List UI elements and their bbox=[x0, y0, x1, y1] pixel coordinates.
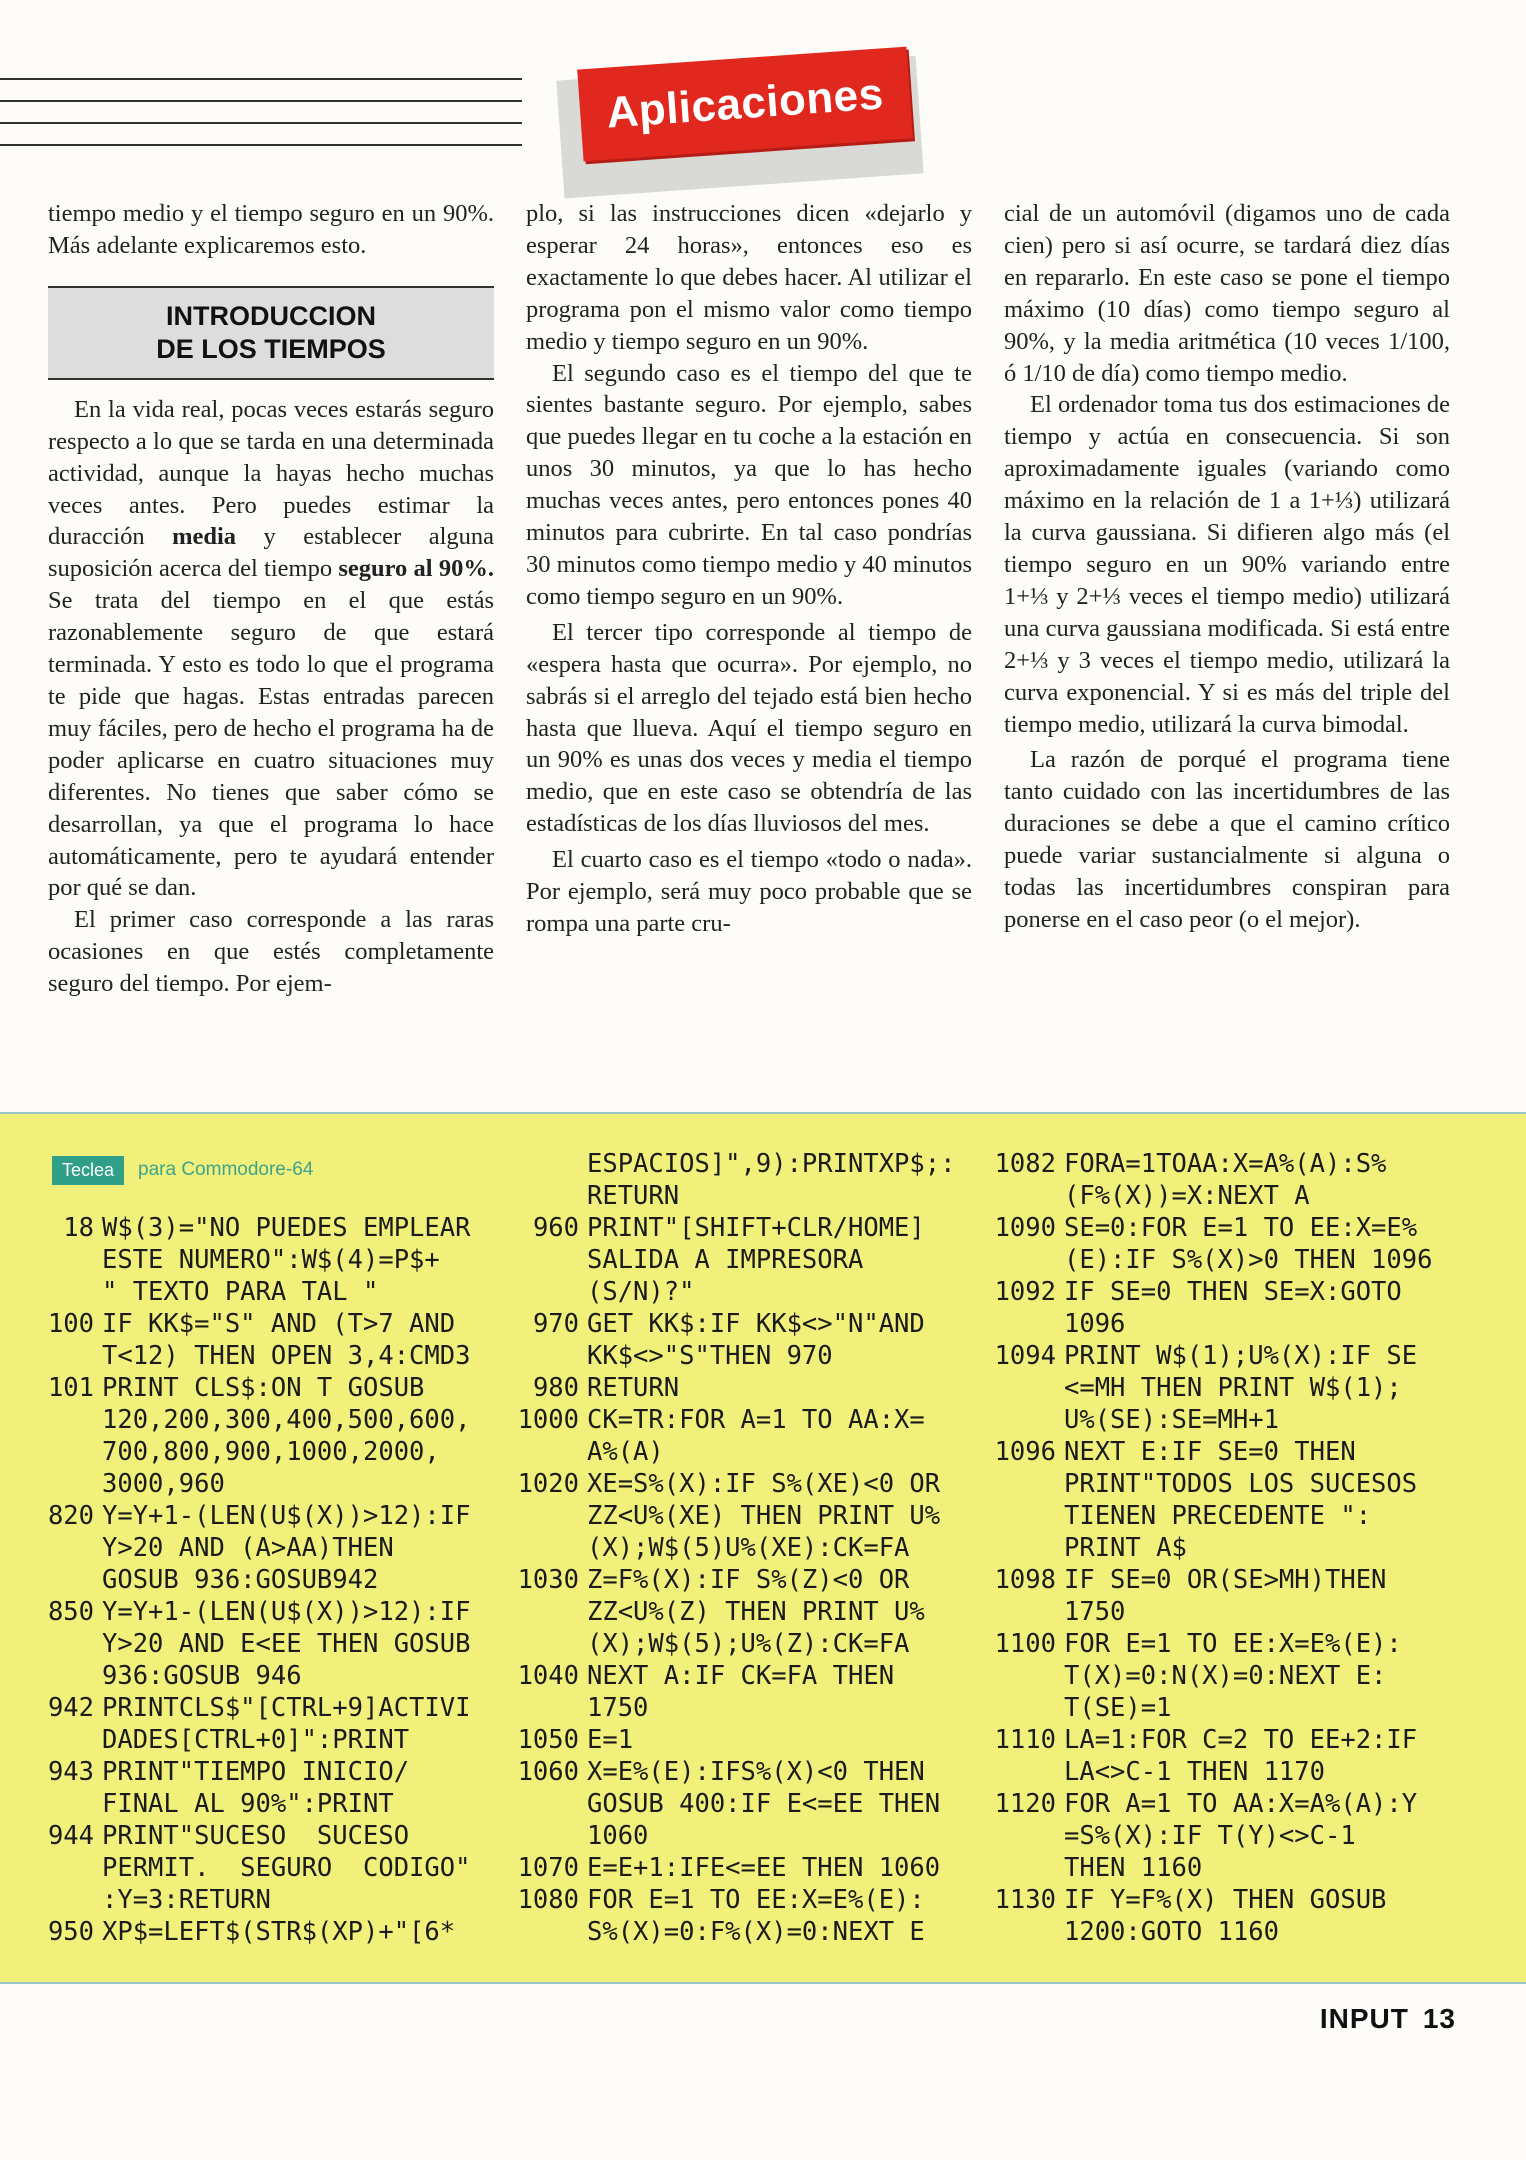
code-caption bbox=[52, 1154, 313, 1186]
code-text: PRINT"SUCESO SUCESO bbox=[102, 1821, 410, 1851]
code-text: FORA=1TOAA:X=A%(A):S% bbox=[1064, 1149, 1387, 1179]
line-number: 1098 bbox=[994, 1565, 1056, 1595]
line-number bbox=[982, 1180, 1064, 1212]
line-number: 1030 bbox=[517, 1565, 579, 1595]
paragraph: El tercer tipo corresponde al tiempo de «espera hasta que ocurra». Por ejemplo, no sabrás si el arreglo del tejado está bien hecho hasta que llueva. Aquí el tiempo seguro en un 90% es unas dos veces y media el tiempo medio, que en este caso se obtendría de las estadísticas de los días lluviosos del mes. bbox=[526, 618, 972, 838]
code-text: 1060 bbox=[587, 1821, 649, 1851]
code-text: 1750 bbox=[1064, 1597, 1126, 1627]
code-text: PERMIT. SEGURO CODIGO" bbox=[102, 1853, 471, 1883]
code-line bbox=[982, 1884, 1432, 1916]
code-line bbox=[505, 1756, 955, 1788]
code-line bbox=[20, 1276, 470, 1308]
code-text: (F%(X))=X:NEXT A bbox=[1064, 1181, 1310, 1211]
line-number: 980 bbox=[532, 1373, 579, 1403]
code-line bbox=[982, 1148, 1432, 1180]
code-text: NEXT E:IF SE=0 THEN bbox=[1064, 1437, 1356, 1467]
code-line bbox=[982, 1596, 1432, 1628]
line-number bbox=[982, 1372, 1064, 1404]
code-text: S%(X)=0:F%(X)=0:NEXT E bbox=[587, 1917, 925, 1947]
code-line bbox=[982, 1692, 1432, 1724]
code-column-3 bbox=[982, 1148, 1432, 1948]
code-text: THEN 1160 bbox=[1064, 1853, 1203, 1883]
line-number: 944 bbox=[47, 1821, 94, 1851]
text-span: y establecer alguna suposición acerca del tiempo bbox=[48, 523, 494, 583]
code-text: IF SE=0 THEN SE=X:GOTO bbox=[1064, 1277, 1402, 1307]
line-number bbox=[505, 1532, 587, 1564]
line-number: 1050 bbox=[517, 1725, 579, 1755]
code-text: SE=0:FOR E=1 TO EE:X=E% bbox=[1064, 1213, 1418, 1243]
line-number bbox=[982, 1404, 1064, 1436]
code-line bbox=[20, 1884, 470, 1916]
code-line bbox=[982, 1244, 1432, 1276]
code-line bbox=[20, 1404, 470, 1436]
line-number bbox=[20, 1276, 102, 1308]
code-line bbox=[982, 1180, 1432, 1212]
subheading-line-2: DE LOS TIEMPOS bbox=[156, 333, 386, 364]
page-number: 13 bbox=[1422, 2003, 1456, 2034]
code-line bbox=[982, 1788, 1432, 1820]
text-column-1 bbox=[48, 198, 494, 1000]
code-text: PRINT"TODOS LOS SUCESOS bbox=[1064, 1469, 1418, 1499]
code-text: IF SE=0 OR(SE>MH)THEN bbox=[1064, 1565, 1387, 1595]
code-line bbox=[20, 1244, 470, 1276]
line-number bbox=[982, 1308, 1064, 1340]
code-line bbox=[20, 1340, 470, 1372]
code-column-2 bbox=[505, 1148, 955, 1948]
line-number bbox=[505, 1692, 587, 1724]
line-number bbox=[20, 1564, 102, 1596]
code-line bbox=[20, 1916, 470, 1948]
code-text: <=MH THEN PRINT W$(1); bbox=[1064, 1373, 1402, 1403]
code-text: Y>20 AND (A>AA)THEN bbox=[102, 1533, 394, 1563]
line-number bbox=[20, 1404, 102, 1436]
code-text: Z=F%(X):IF S%(Z)<0 OR bbox=[587, 1565, 910, 1595]
code-text: DADES[CTRL+0]":PRINT bbox=[102, 1725, 410, 1755]
line-number bbox=[982, 1756, 1064, 1788]
code-line bbox=[505, 1916, 955, 1948]
code-line bbox=[982, 1756, 1432, 1788]
line-number bbox=[20, 1884, 102, 1916]
code-text: FOR E=1 TO EE:X=E%(E): bbox=[1064, 1629, 1402, 1659]
code-column-1 bbox=[20, 1212, 470, 1948]
code-text: ZZ<U%(Z) THEN PRINT U% bbox=[587, 1597, 925, 1627]
code-text: 1200:GOTO 1160 bbox=[1064, 1917, 1279, 1947]
line-number bbox=[20, 1340, 102, 1372]
line-number: 1120 bbox=[994, 1789, 1056, 1819]
code-line bbox=[20, 1660, 470, 1692]
code-text: 936:GOSUB 946 bbox=[102, 1661, 302, 1691]
line-number bbox=[505, 1500, 587, 1532]
code-text: PRINT A$ bbox=[1064, 1533, 1187, 1563]
page-footer bbox=[1320, 2003, 1456, 2035]
platform-label: para Commodore-64 bbox=[138, 1159, 314, 1180]
code-text: 700,800,900,1000,2000, bbox=[102, 1437, 440, 1467]
code-line bbox=[505, 1340, 955, 1372]
code-text: W$(3)="NO PUEDES EMPLEAR bbox=[102, 1213, 471, 1243]
code-line bbox=[20, 1212, 470, 1244]
line-number: 942 bbox=[47, 1693, 94, 1723]
line-number bbox=[505, 1148, 587, 1180]
line-number bbox=[982, 1916, 1064, 1948]
code-line bbox=[20, 1820, 470, 1852]
line-number bbox=[505, 1596, 587, 1628]
code-line bbox=[982, 1372, 1432, 1404]
code-line bbox=[505, 1532, 955, 1564]
code-line bbox=[505, 1404, 955, 1436]
code-line bbox=[505, 1276, 955, 1308]
text-column-3 bbox=[1004, 198, 1450, 936]
code-text: T<12) THEN OPEN 3,4:CMD3 bbox=[102, 1341, 471, 1371]
line-number: 1082 bbox=[994, 1149, 1056, 1179]
code-line bbox=[982, 1660, 1432, 1692]
line-number bbox=[20, 1436, 102, 1468]
line-number: 820 bbox=[47, 1501, 94, 1531]
code-line bbox=[505, 1308, 955, 1340]
line-number bbox=[505, 1436, 587, 1468]
text-span: Se trata del tiempo en el que estás razonablemente seguro de que estará terminada. Y esto es todo lo que el programa te pide que hagas. Estas entradas parecen muy fáciles, pero de hecho el programa ha de poder aplicarse en cuatro situaciones muy diferentes. No tienes que saber cómo se desarrollan, ya que el programa lo hace automáticamente, pero te ayudará entender por qué se dan. bbox=[48, 587, 494, 902]
code-text: IF Y=F%(X) THEN GOSUB bbox=[1064, 1885, 1387, 1915]
paragraph: El primer caso corresponde a las raras ocasiones en que estés completamente seguro del tiempo. Por ejem- bbox=[48, 906, 494, 998]
code-line bbox=[20, 1532, 470, 1564]
code-line bbox=[982, 1212, 1432, 1244]
code-text: LA<>C-1 THEN 1170 bbox=[1064, 1757, 1325, 1787]
line-number bbox=[20, 1468, 102, 1500]
line-number bbox=[982, 1532, 1064, 1564]
code-text: (S/N)?" bbox=[587, 1277, 695, 1307]
code-line bbox=[505, 1148, 955, 1180]
code-line bbox=[982, 1916, 1432, 1948]
code-line bbox=[505, 1500, 955, 1532]
line-number: 850 bbox=[47, 1597, 94, 1627]
code-line bbox=[505, 1884, 955, 1916]
code-text: XE=S%(X):IF S%(XE)<0 OR bbox=[587, 1469, 941, 1499]
line-number: 1070 bbox=[517, 1853, 579, 1883]
line-number bbox=[982, 1852, 1064, 1884]
line-number bbox=[505, 1276, 587, 1308]
code-text: GOSUB 400:IF E<=EE THEN bbox=[587, 1789, 941, 1819]
line-number: 970 bbox=[532, 1309, 579, 1339]
code-text: ESPACIOS]",9):PRINTXP$;: bbox=[587, 1149, 956, 1179]
code-line bbox=[982, 1852, 1432, 1884]
code-text: (E):IF S%(X)>0 THEN 1096 bbox=[1064, 1245, 1433, 1275]
line-number: 18 bbox=[63, 1213, 94, 1243]
line-number: 100 bbox=[47, 1309, 94, 1339]
line-number: 1040 bbox=[517, 1661, 579, 1691]
code-text: Y>20 AND E<EE THEN GOSUB bbox=[102, 1629, 471, 1659]
paragraph: El segundo caso es el tiempo del que te sientes bastante seguro. Por ejemplo, sabes que puedes llegar en tu coche a la estación en unos 30 minutos, ya que lo has hecho muchas veces antes, pero entonces pones 40 minutos para cubrirte. En tal caso pondrías 30 minutos como tiempo medio y 40 minutos como tiempo seguro en un 90%. bbox=[526, 359, 972, 610]
code-text: X=E%(E):IFS%(X)<0 THEN bbox=[587, 1757, 925, 1787]
code-line bbox=[20, 1724, 470, 1756]
code-line bbox=[982, 1436, 1432, 1468]
paragraph: El ordenador toma tus dos estimaciones de tiempo y actúa en consecuencia. Si son aproximadamente iguales (variando como máximo en la relación de 1 a 1+⅓) utilizará la curva gaussiana. Si difieren algo más (el tiempo seguro en un 90% variando entre 1+⅓ y 2+⅓ veces el tiempo medio) utilizará una curva gaussiana modificada. Si está entre 2+⅓ y 3 veces el tiempo medio, utilizará la curva exponencial. Y si es más del triple del tiempo medio, utilizará la curva bimodal. bbox=[1004, 391, 1450, 738]
code-line bbox=[505, 1724, 955, 1756]
code-line bbox=[20, 1564, 470, 1596]
line-number bbox=[982, 1692, 1064, 1724]
line-number: 943 bbox=[47, 1757, 94, 1787]
code-line bbox=[505, 1212, 955, 1244]
code-line bbox=[982, 1564, 1432, 1596]
code-text: (X);W$(5);U%(Z):CK=FA bbox=[587, 1629, 910, 1659]
code-line bbox=[20, 1436, 470, 1468]
line-number bbox=[20, 1628, 102, 1660]
code-text: ZZ<U%(XE) THEN PRINT U% bbox=[587, 1501, 941, 1531]
code-line bbox=[505, 1692, 955, 1724]
code-line bbox=[20, 1468, 470, 1500]
line-number: 1000 bbox=[517, 1405, 579, 1435]
paragraph: cial de un automóvil (digamos uno de cada cien) pero si así ocurre, se tardará diez días en repararlo. En este caso se pone el tiempo máximo (10 días) como tiempo seguro al 90%, y la media aritmética (10 veces 1/100, ó 1/10 de día) como tiempo medio. bbox=[1004, 200, 1450, 387]
code-line bbox=[20, 1852, 470, 1884]
code-text: " TEXTO PARA TAL " bbox=[102, 1277, 379, 1307]
code-text: PRINT"[SHIFT+CLR/HOME] bbox=[587, 1213, 925, 1243]
code-line bbox=[982, 1308, 1432, 1340]
line-number bbox=[20, 1660, 102, 1692]
code-line bbox=[20, 1372, 470, 1404]
line-number: 1096 bbox=[994, 1437, 1056, 1467]
line-number: 1080 bbox=[517, 1885, 579, 1915]
line-number bbox=[505, 1916, 587, 1948]
code-text: FOR A=1 TO AA:X=A%(A):Y bbox=[1064, 1789, 1418, 1819]
code-line bbox=[505, 1244, 955, 1276]
code-line bbox=[20, 1596, 470, 1628]
line-number bbox=[982, 1660, 1064, 1692]
code-text: KK$<>"S"THEN 970 bbox=[587, 1341, 833, 1371]
code-line bbox=[505, 1436, 955, 1468]
code-text: T(X)=0:N(X)=0:NEXT E: bbox=[1064, 1661, 1387, 1691]
code-text: T(SE)=1 bbox=[1064, 1693, 1172, 1723]
code-text: ESTE NUMERO":W$(4)=P$+ bbox=[102, 1245, 440, 1275]
line-number: 1020 bbox=[517, 1469, 579, 1499]
code-text: PRINT CLS$:ON T GOSUB bbox=[102, 1373, 425, 1403]
code-line bbox=[505, 1660, 955, 1692]
code-text: 1750 bbox=[587, 1693, 649, 1723]
code-text: XP$=LEFT$(STR$(XP)+"[6* bbox=[102, 1917, 456, 1947]
code-text: E=1 bbox=[587, 1725, 634, 1755]
line-number bbox=[505, 1340, 587, 1372]
code-line bbox=[20, 1628, 470, 1660]
code-line bbox=[982, 1340, 1432, 1372]
code-text: A%(A) bbox=[587, 1437, 664, 1467]
line-number: 1090 bbox=[994, 1213, 1056, 1243]
line-number bbox=[505, 1628, 587, 1660]
code-text: PRINTCLS$"[CTRL+9]ACTIVI bbox=[102, 1693, 471, 1723]
code-text: GOSUB 936:GOSUB942 bbox=[102, 1565, 379, 1595]
code-text: CK=TR:FOR A=1 TO AA:X= bbox=[587, 1405, 925, 1435]
line-number bbox=[982, 1596, 1064, 1628]
code-line bbox=[505, 1372, 955, 1404]
section-tab-label: Aplicaciones bbox=[604, 69, 886, 138]
code-line bbox=[982, 1500, 1432, 1532]
code-text: FINAL AL 90%":PRINT bbox=[102, 1789, 394, 1819]
paragraph: El cuarto caso es el tiempo «todo o nada». Por ejemplo, será muy poco probable que se rompa una parte cru- bbox=[526, 846, 972, 937]
line-number: 1110 bbox=[994, 1725, 1056, 1755]
code-line bbox=[505, 1468, 955, 1500]
line-number: 960 bbox=[532, 1213, 579, 1243]
code-text: E=E+1:IFE<=EE THEN 1060 bbox=[587, 1853, 941, 1883]
line-number bbox=[982, 1820, 1064, 1852]
code-line bbox=[505, 1820, 955, 1852]
code-text: 120,200,300,400,500,600, bbox=[102, 1405, 471, 1435]
code-text: RETURN bbox=[587, 1373, 680, 1403]
code-line bbox=[982, 1628, 1432, 1660]
text-span: En la vida real, pocas veces estarás seguro respecto a lo que se tarda en una determinada actividad, aunque la hayas hecho muchas veces antes. Pero puedes estimar la duracción bbox=[48, 395, 494, 551]
line-number bbox=[505, 1180, 587, 1212]
code-text: U%(SE):SE=MH+1 bbox=[1064, 1405, 1279, 1435]
paragraph: La razón de porqué el programa tiene tanto cuidado con las incertidumbres de las duraciones se debe a que el camino crítico puede variar sustancialmente si alguna o todas las incertidumbres conspiran para ponerse en el caso peor (o el mejor). bbox=[1004, 746, 1450, 933]
code-line bbox=[20, 1756, 470, 1788]
code-text: FOR E=1 TO EE:X=E%(E): bbox=[587, 1885, 925, 1915]
code-line bbox=[505, 1180, 955, 1212]
code-text: PRINT W$(1);U%(X):IF SE bbox=[1064, 1341, 1418, 1371]
code-text: 1096 bbox=[1064, 1309, 1126, 1339]
line-number bbox=[20, 1244, 102, 1276]
code-line bbox=[20, 1500, 470, 1532]
code-line bbox=[505, 1596, 955, 1628]
line-number: 101 bbox=[47, 1373, 94, 1403]
line-number bbox=[20, 1532, 102, 1564]
paragraph bbox=[48, 394, 494, 905]
code-line bbox=[20, 1308, 470, 1340]
code-line bbox=[982, 1468, 1432, 1500]
text-column-2 bbox=[526, 198, 972, 940]
line-number bbox=[505, 1244, 587, 1276]
code-line bbox=[982, 1404, 1432, 1436]
code-text: RETURN bbox=[587, 1181, 680, 1211]
line-number bbox=[982, 1500, 1064, 1532]
line-number: 1060 bbox=[517, 1757, 579, 1787]
subheading bbox=[48, 286, 494, 380]
line-number bbox=[982, 1244, 1064, 1276]
line-number bbox=[20, 1852, 102, 1884]
line-number: 1094 bbox=[994, 1341, 1056, 1371]
code-text: =S%(X):IF T(Y)<>C-1 bbox=[1064, 1821, 1356, 1851]
code-line bbox=[982, 1820, 1432, 1852]
paragraph: tiempo medio y el tiempo seguro en un 90%. Más adelante explicaremos esto. bbox=[48, 200, 494, 259]
line-number: 1092 bbox=[994, 1277, 1056, 1307]
code-text: GET KK$:IF KK$<>"N"AND bbox=[587, 1309, 925, 1339]
code-line bbox=[20, 1788, 470, 1820]
code-text: LA=1:FOR C=2 TO EE+2:IF bbox=[1064, 1725, 1418, 1755]
code-text: NEXT A:IF CK=FA THEN bbox=[587, 1661, 895, 1691]
code-text: Y=Y+1-(LEN(U$(X))>12):IF bbox=[102, 1597, 471, 1627]
bold-text: seguro al 90%. bbox=[338, 555, 494, 583]
line-number: 1100 bbox=[994, 1629, 1056, 1659]
line-number: 950 bbox=[47, 1917, 94, 1947]
code-line bbox=[505, 1628, 955, 1660]
code-text: 3000,960 bbox=[102, 1469, 225, 1499]
code-text: PRINT"TIEMPO INICIO/ bbox=[102, 1757, 410, 1787]
teclea-badge: Teclea bbox=[52, 1156, 124, 1185]
code-line bbox=[505, 1852, 955, 1884]
magazine-name: INPUT bbox=[1319, 2003, 1409, 2034]
line-number bbox=[20, 1788, 102, 1820]
code-line bbox=[982, 1276, 1432, 1308]
code-text: (X);W$(5)U%(XE):CK=FA bbox=[587, 1533, 910, 1563]
line-number bbox=[505, 1788, 587, 1820]
section-tab bbox=[560, 48, 930, 188]
code-text: SALIDA A IMPRESORA bbox=[587, 1245, 864, 1275]
line-number bbox=[982, 1468, 1064, 1500]
line-number: 1130 bbox=[994, 1885, 1056, 1915]
paragraph: plo, si las instrucciones dicen «dejarlo y esperar 24 horas», entonces eso es exactamente lo que debes hacer. Al utilizar el programa pon el mismo valor como tiempo medio y tiempo seguro en un 90%. bbox=[526, 200, 972, 355]
line-number bbox=[505, 1820, 587, 1852]
code-text: IF KK$="S" AND (T>7 AND bbox=[102, 1309, 456, 1339]
code-text: Y=Y+1-(LEN(U$(X))>12):IF bbox=[102, 1501, 471, 1531]
code-text: TIENEN PRECEDENTE ": bbox=[1064, 1501, 1372, 1531]
line-number bbox=[20, 1724, 102, 1756]
code-line bbox=[505, 1788, 955, 1820]
code-line bbox=[20, 1692, 470, 1724]
code-line bbox=[505, 1564, 955, 1596]
code-line bbox=[982, 1724, 1432, 1756]
code-line bbox=[982, 1532, 1432, 1564]
code-text: :Y=3:RETURN bbox=[102, 1885, 271, 1915]
subheading-line-1: INTRODUCCION bbox=[166, 300, 376, 331]
bold-text: media bbox=[172, 523, 237, 551]
